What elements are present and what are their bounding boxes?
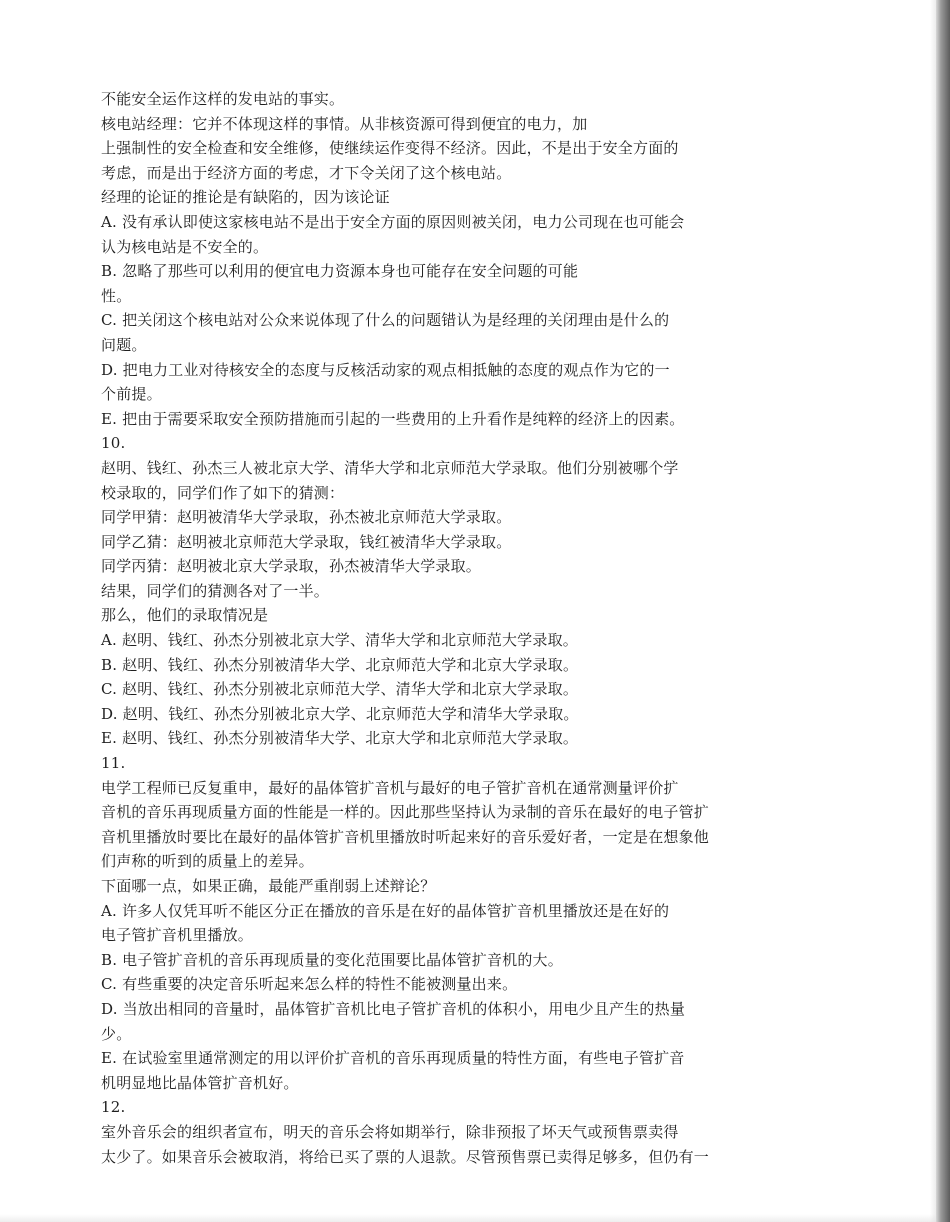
text-line: 问题。: [101, 335, 147, 354]
text-line: E. 把由于需要采取安全预防措施而引起的一些费用的上升看作是纯粹的经济上的因素。: [101, 409, 685, 428]
text-line: B. 忽略了那些可以利用的便宜电力资源本身也可能存在安全问题的可能: [101, 262, 579, 281]
text-line: D. 赵明、钱红、孙杰分别被北京大学、北京师范大学和清华大学录取。: [101, 704, 579, 723]
text-line: D. 把电力工业对待核安全的态度与反核活动家的观点相抵触的态度的观点作为它的一: [101, 360, 670, 379]
text-line: E. 在试验室里通常测定的用以评价扩音机的音乐再现质量的特性方面，有些电子管扩音: [101, 1049, 685, 1068]
text-line: 赵明、钱红、孙杰三人被北京大学、清华大学和北京师范大学录取。他们分别被哪个学: [101, 458, 679, 477]
text-line: C. 赵明、钱红、孙杰分别被北京师范大学、清华大学和北京大学录取。: [101, 680, 579, 699]
text-line: B. 赵明、钱红、孙杰分别被清华大学、北京师范大学和北京大学录取。: [101, 655, 579, 674]
page-edge-strip: [936, 0, 950, 1222]
text-line: 同学甲猜：赵明被清华大学录取，孙杰被北京师范大学录取。: [101, 508, 512, 527]
text-line: E. 赵明、钱红、孙杰分别被清华大学、北京大学和北京师范大学录取。: [101, 729, 579, 748]
text-line: 性。: [101, 286, 132, 305]
text-line: A. 许多人仅凭耳听不能区分正在播放的音乐是在好的晶体管扩音机里播放还是在好的: [101, 901, 670, 920]
text-line: 上强制性的安全检查和安全维修，使继续运作变得不经济。因此，不是出于安全方面的: [101, 139, 679, 158]
text-line: D. 当放出相同的音量时，晶体管扩音机比电子管扩音机的体积小，用电少且产生的热量: [101, 999, 686, 1018]
text-line: 那么，他们的录取情况是: [101, 606, 269, 625]
text-line: C. 把关闭这个核电站对公众来说体现了什么的问题错认为是经理的关闭理由是什么的: [101, 311, 670, 330]
text-line: 认为核电站是不安全的。: [101, 237, 269, 256]
text-line: 电子管扩音机里播放。: [101, 926, 254, 945]
text-line: 太少了。如果音乐会被取消，将给已买了票的人退款。尽管预售票已卖得足够多，但仍有一: [101, 1147, 710, 1166]
text-line: 机明显地比晶体管扩音机好。: [101, 1073, 299, 1092]
text-line: 同学丙猜：赵明被北京大学录取，孙杰被清华大学录取。: [101, 557, 482, 576]
text-line: 12.: [101, 1098, 126, 1117]
text-line: 考虑，而是出于经济方面的考虑，才下令关闭了这个核电站。: [101, 163, 512, 182]
text-line: 下面哪一点，如果正确，最能严重削弱上述辩论？: [101, 877, 436, 895]
text-line: 10.: [101, 434, 126, 453]
page-bottom-shadow: [0, 1214, 936, 1222]
text-line: 少。: [101, 1024, 132, 1043]
text-line: 核电站经理：它并不体现这样的事情。从非核资源可得到便宜的电力，加: [101, 114, 588, 133]
text-line: 经理的论证的推论是有缺陷的，因为该论证: [101, 188, 390, 207]
text-line: 个前提。: [101, 385, 162, 404]
text-line: 音机里播放时要比在最好的晶体管扩音机里播放时听起来好的音乐爱好者，一定是在想象他: [101, 827, 710, 846]
text-line: 同学乙猜：赵明被北京师范大学录取，钱红被清华大学录取。: [101, 532, 512, 551]
document-body: [101, 87, 791, 1169]
text-line: 校录取的，同学们作了如下的猜测：: [101, 483, 345, 502]
text-line: A. 赵明、钱红、孙杰分别被北京大学、清华大学和北京师范大学录取。: [101, 631, 578, 650]
text-line: C. 有些重要的决定音乐听起来怎么样的特性不能被测量出来。: [101, 975, 518, 994]
text-line: 结果，同学们的猜测各对了一半。: [101, 581, 330, 600]
text-line: 电学工程师已反复重申，最好的晶体管扩音机与最好的电子管扩音机在通常测量评价扩: [101, 778, 679, 797]
text-line: 室外音乐会的组织者宣布，明天的音乐会将如期举行，除非预报了坏天气或预售票卖得: [101, 1122, 679, 1141]
text-line: 音机的音乐再现质量方面的性能是一样的。因此那些坚持认为录制的音乐在最好的电子管扩: [101, 803, 710, 822]
text-line: 11.: [101, 754, 126, 773]
text-line: A. 没有承认即使这家核电站不是出于安全方面的原因则被关闭，电力公司现在也可能会: [101, 212, 685, 231]
text-line: 们声称的听到的质量上的差异。: [101, 852, 314, 871]
text-line: B. 电子管扩音机的音乐再现质量的变化范围要比晶体管扩音机的大。: [101, 950, 563, 969]
text-line: 不能安全运作这样的发电站的事实。: [101, 90, 345, 108]
